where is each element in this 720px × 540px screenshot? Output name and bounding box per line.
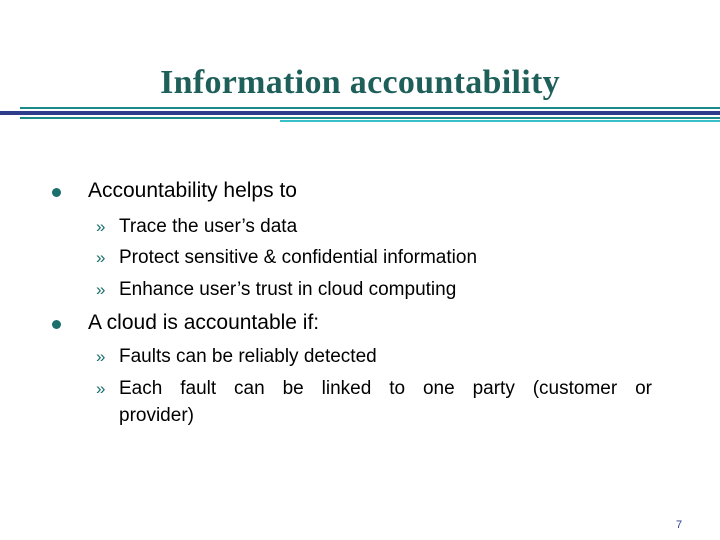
slide-title: Information accountability: [160, 64, 560, 101]
divider-line: [20, 117, 720, 119]
sub-bullet-text: Trace the user’s data: [119, 216, 298, 237]
bullet-dot-icon: [52, 188, 61, 197]
divider-line: [280, 120, 720, 122]
divider-line: [20, 107, 720, 109]
chevron-right-icon: »: [96, 379, 106, 398]
chevron-right-icon: »: [96, 217, 106, 236]
chevron-right-icon: »: [96, 248, 106, 267]
sub-bullet-text: Protect sensitive & confidential information: [119, 247, 478, 268]
bullet-text: Accountability helps to: [88, 179, 297, 202]
page-number: 7: [676, 519, 683, 531]
sub-bullet-text: Faults can be reliably detected: [119, 346, 377, 367]
sub-bullet-text: Each fault can be linked to one party (customer or: [119, 378, 652, 399]
divider-line: [0, 111, 720, 115]
title-divider: [0, 107, 720, 122]
chevron-right-icon: »: [96, 280, 106, 299]
sub-bullet-text: Enhance user’s trust in cloud computing: [119, 279, 457, 300]
chevron-right-icon: »: [96, 347, 106, 366]
sub-bullet-continuation: provider): [119, 405, 194, 426]
bullet-dot-icon: [52, 320, 61, 329]
bullet-text: A cloud is accountable if:: [88, 311, 320, 334]
